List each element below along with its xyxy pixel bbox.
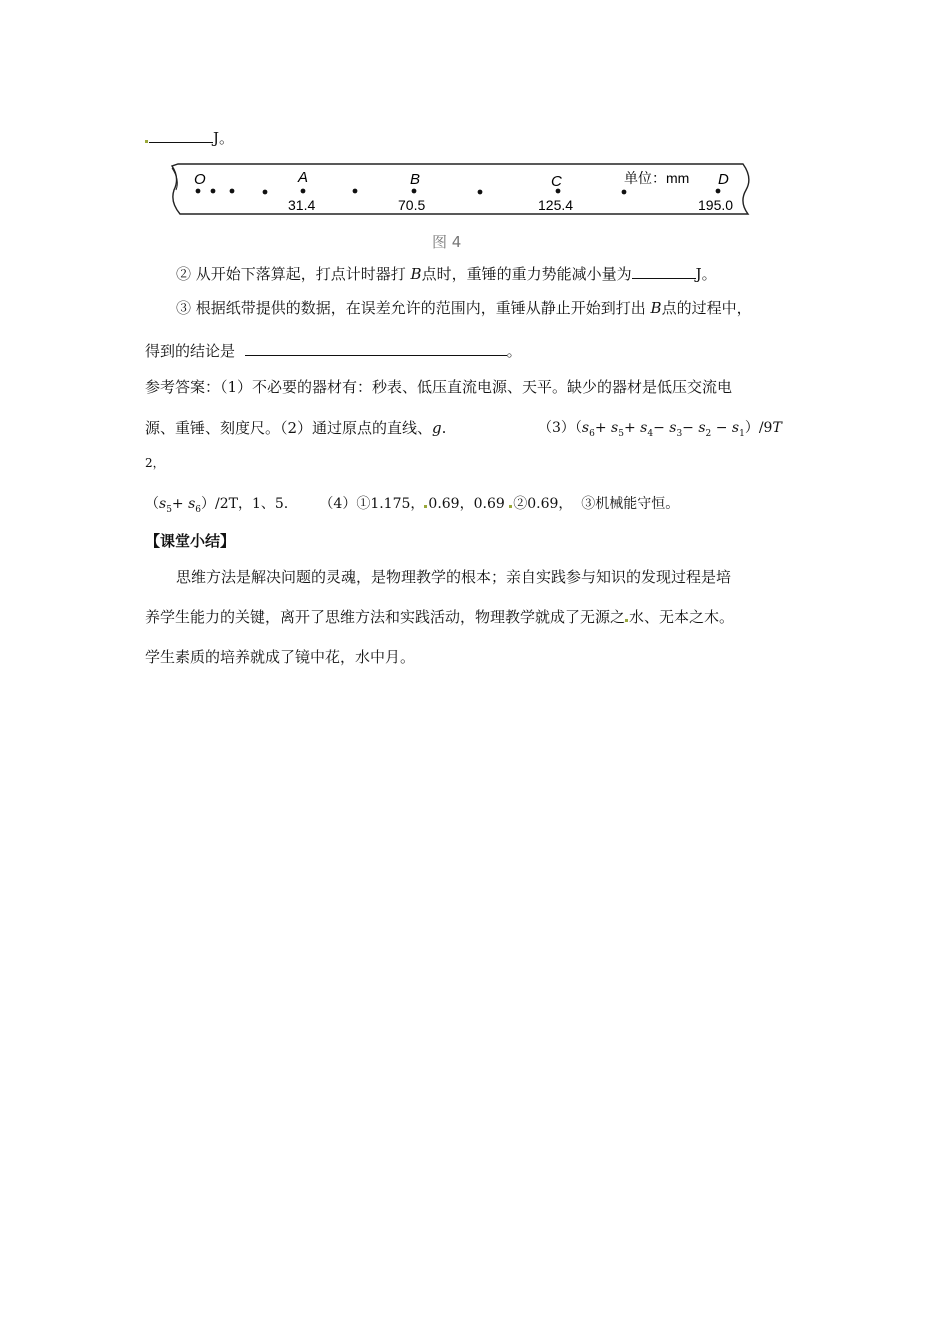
- answer-g: g: [432, 419, 442, 437]
- question-3-line-2: [145, 341, 522, 359]
- mark-dot: [509, 505, 512, 508]
- answer-blank: [245, 341, 507, 356]
- question-3-line-1: [176, 301, 752, 316]
- formula-op: +: [171, 496, 189, 512]
- formula-sub: 4: [647, 428, 654, 439]
- tape-dot: [353, 189, 358, 194]
- answer-blank: [149, 128, 213, 143]
- formula-s: s: [731, 420, 740, 436]
- tape-value-a: 31.4: [288, 197, 316, 213]
- tape-dot: [478, 190, 483, 195]
- formula-s: s: [669, 420, 677, 436]
- summary-line-1: 思维方法是解决问题的灵魂，是物理教学的根本；亲自实践参与知识的发现过程是培: [176, 568, 732, 586]
- formula-sub: 5: [166, 504, 172, 515]
- tape-dot: [196, 189, 201, 194]
- answer-line-3: 2，: [145, 456, 165, 470]
- answer-text: （: [145, 496, 159, 512]
- answer-line-1: 参考答案：（1）不必要的器材有：秒表、低压直流电源、天平。缺少的器材是低压交流电: [145, 378, 733, 396]
- tape-dot: [716, 189, 721, 194]
- formula-op: −: [682, 420, 699, 436]
- unit-text: J。: [213, 129, 235, 147]
- q3-text-b: 点的过程中，: [661, 299, 752, 317]
- formula-sub: 3: [676, 428, 683, 439]
- tape-dot: [301, 189, 306, 194]
- formula-s: s: [611, 420, 619, 436]
- formula-op: ）/9: [744, 420, 773, 436]
- formula-s: s: [581, 420, 590, 436]
- tape-value-d: 195.0: [698, 197, 734, 213]
- summary-text: 水、无本之木。: [629, 608, 735, 626]
- tape-label-d: D: [718, 171, 729, 188]
- formula-s: s: [698, 420, 706, 436]
- tape-dot: [622, 190, 627, 195]
- top-answer-line: [145, 128, 234, 146]
- answer-text: .: [441, 419, 447, 437]
- q2-text-b: 点时，重锤的重力势能减小量为: [421, 265, 632, 283]
- mark-dot: [424, 505, 427, 508]
- answer-text: （4）①1.175，: [319, 496, 425, 512]
- summary-text: 养学生能力的关键，离开了思维方法和实践活动，物理教学就成了无源之: [145, 608, 626, 626]
- figure-caption: 图 4: [432, 233, 462, 251]
- answer-line-4: [145, 497, 679, 515]
- formula-sub: 1: [739, 428, 745, 439]
- summary-line-3: 学生素质的培养就成了镜中花，水中月。: [145, 648, 416, 666]
- formula-op: −: [653, 420, 670, 436]
- q3-text-d: 。: [506, 342, 522, 360]
- formula-s: s: [159, 496, 167, 512]
- answer-text: ③机械能守恒。: [581, 496, 680, 512]
- answer-text: （3）（: [538, 420, 582, 436]
- answer-blank: [632, 264, 696, 279]
- q2-text-a: ② 从开始下落算起，打点计时器打: [176, 265, 411, 283]
- tape-label-c: C: [551, 173, 562, 190]
- formula-sub: 6: [589, 428, 595, 439]
- q2-var: B: [410, 265, 422, 283]
- formula-s: s: [188, 496, 196, 512]
- tape-label-a: A: [298, 169, 309, 186]
- formula-sub: 2: [705, 428, 712, 439]
- formula-op: +: [623, 420, 641, 436]
- mark-dot: [625, 619, 628, 622]
- answer-formula: [538, 421, 782, 439]
- q2-unit: J。: [695, 265, 717, 283]
- tape-label-o: O: [194, 171, 206, 188]
- tape-dot: [211, 189, 216, 194]
- formula-op: +: [594, 420, 612, 436]
- tape-value-c: 125.4: [538, 197, 574, 213]
- tape-value-b: 70.5: [398, 197, 426, 213]
- formula-op: −: [711, 420, 732, 436]
- answer-text: 0.69，0.69: [428, 496, 505, 512]
- formula-sub: 5: [618, 428, 624, 439]
- answer-text: 源、重锤、刻度尺。（2）通过原点的直线、: [145, 419, 433, 437]
- mark-dot: [145, 140, 148, 143]
- tape-dot: [263, 190, 268, 195]
- summary-heading: 【课堂小结】: [145, 532, 236, 550]
- paper-tape-figure: [168, 158, 758, 220]
- q3-var: B: [650, 299, 662, 317]
- answer-text: ）/2T，1、5.: [201, 496, 289, 512]
- tape-dot: [230, 189, 235, 194]
- tape-label-b: B: [410, 171, 421, 188]
- formula-t: T: [772, 420, 782, 436]
- q3-text-c: 得到的结论是: [145, 342, 236, 360]
- formula-s: s: [640, 420, 648, 436]
- question-2: [176, 264, 717, 282]
- formula-sub: 6: [195, 504, 202, 515]
- tape-dot: [412, 189, 417, 194]
- answer-line-2: [145, 421, 446, 436]
- q3-text-a: ③ 根据纸带提供的数据，在误差允许的范围内，重锤从静止开始到打出: [176, 299, 651, 317]
- summary-line-2: [145, 610, 734, 625]
- tape-unit: 单位：mm: [624, 170, 690, 186]
- answer-text: ②0.69，: [513, 496, 573, 512]
